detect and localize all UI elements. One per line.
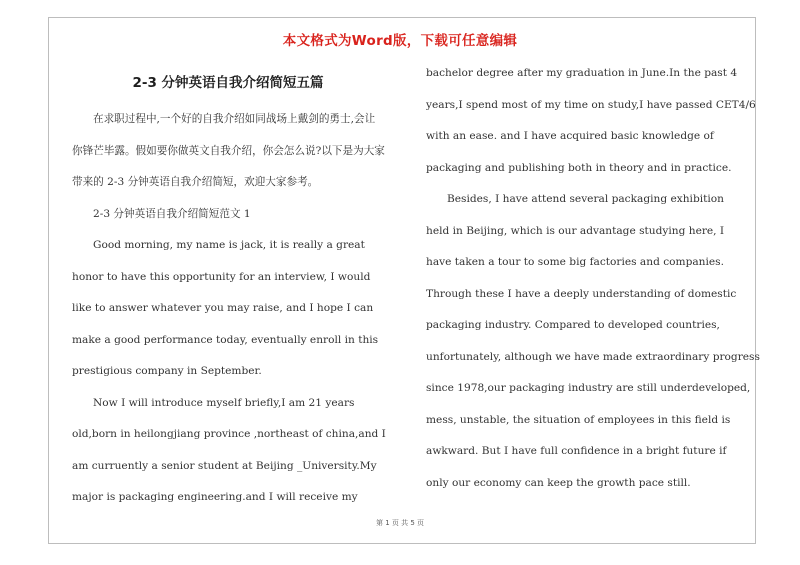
text-line: with an ease. and I have acquired basic knowledge of [426,130,714,142]
text-line: packaging industry. Compared to developed countries, [426,319,720,331]
page-number-footer: 第 1 页 共 5 页 [375,519,425,527]
right-column [426,58,760,499]
word-format-banner: 本文格式为Word版，下载可任意编辑 [282,33,518,49]
text-line: since 1978,our packaging industry are still underdeveloped, [426,382,751,394]
text-line: like to answer whatever you may raise, and I hope I can [72,302,374,314]
text-line: awkward. But I have full confidence in a bright future if [426,445,727,457]
text-line: Besides, I have attend several packaging exhibition [447,193,724,205]
text-line: 2-3 分钟英语自我介绍简短范文 1 [93,207,251,220]
text-line: years,I spend most of my time on study,I have passed CET4/6 [426,98,756,111]
text-line: major is packaging engineering.and I will receive my [72,491,358,503]
text-line: only our economy can keep the growth pace still. [426,476,691,489]
text-line: Now I will introduce myself briefly,I am 21 years [93,396,355,409]
text-line: 在求职过程中,一个好的自我介绍如同战场上戴剑的勇士,会让 [93,113,376,125]
text-line: 带来的 2-3 分钟英语自我介绍简短，欢迎大家参考。 [72,176,319,188]
left-column [72,104,388,514]
text-line: 你锋芒毕露。假如要你做英文自我介绍，你会怎么说?以下是为大家 [72,144,385,157]
text-line: held in Beijing, which is our advantage studying here, I [426,224,725,237]
text-line: am curruently a senior student at Beijing _University.My [72,459,377,472]
text-line: packaging and publishing both in theory and in practice. [426,161,732,174]
text-line: make a good performance today, eventually enroll in this [72,333,379,346]
text-line: Good morning, my name is jack, it is really a great [93,239,365,251]
text-line: bachelor degree after my graduation in June.In the past 4 [426,67,738,79]
text-line: prestigious company in September. [72,365,262,377]
text-line: have taken a tour to some big factories and companies. [426,256,724,268]
text-line: unfortunately, although we have made extraordinary progress [426,350,760,363]
text-line: honor to have this opportunity for an interview, I would [72,270,371,283]
document-title: 2-3 分钟英语自我介绍简短五篇 [132,75,324,91]
text-line: Through these I have a deeply understanding of domestic [426,287,737,300]
text-line: old,born in heilongjiang province ,northeast of china,and I [72,428,386,440]
text-line: mess, unstable, the situation of employees in this field is [426,413,731,426]
